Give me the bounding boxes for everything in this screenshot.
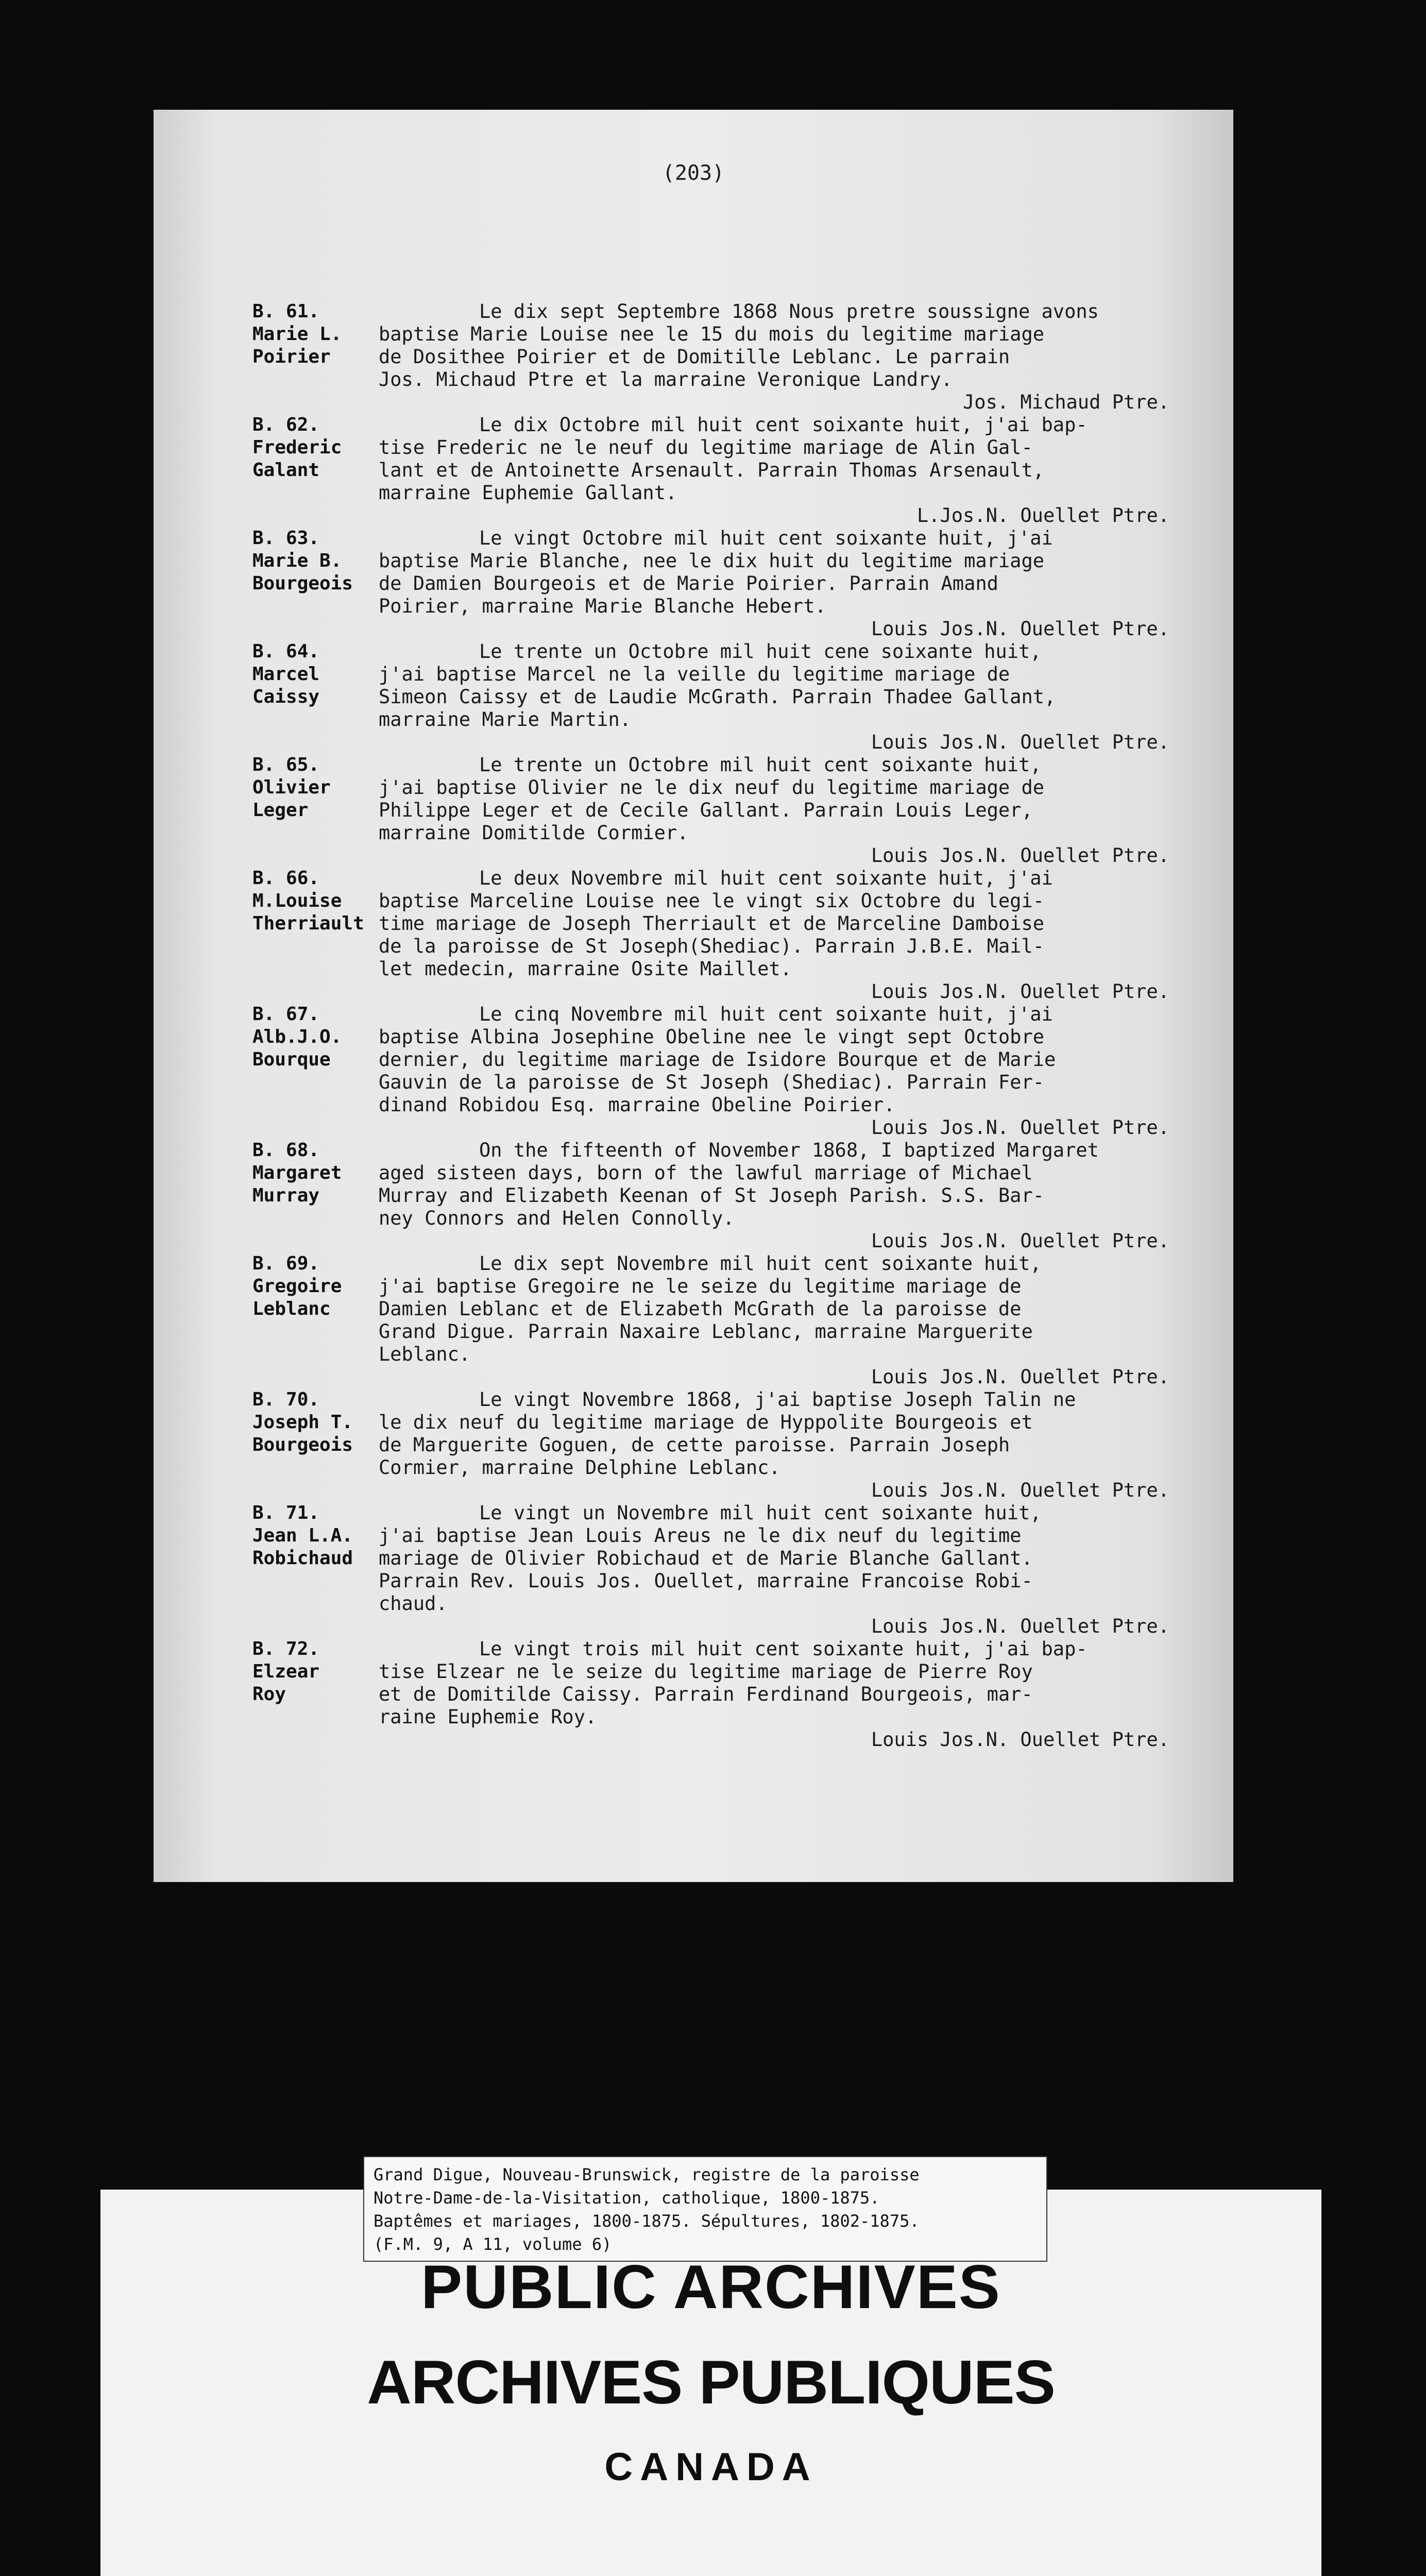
entry-text-line: tise Frederic ne le neuf du legitime mariage de Alin Gal- bbox=[379, 436, 1033, 459]
entry-label-line: Joseph T. bbox=[252, 1412, 353, 1433]
entry-text-line: baptise Marie Louise nee le 15 du mois du legitime mariage bbox=[379, 323, 1045, 345]
entry-text-line: On the fifteenth of November 1868, I baptized Margaret bbox=[479, 1139, 1099, 1161]
entry-text-line: j'ai baptise Jean Louis Areus ne le dix neuf du legitime bbox=[379, 1524, 1022, 1547]
entry-text bbox=[379, 1502, 1211, 1638]
entry-label-line: Roy bbox=[252, 1684, 286, 1705]
entry-text-line: chaud. bbox=[379, 1592, 448, 1615]
entry-text-line: j'ai baptise Marcel ne la veille du legitime mariage de bbox=[379, 663, 1010, 685]
entry-label-line: B. 69. bbox=[252, 1253, 320, 1274]
entry-text bbox=[379, 1003, 1211, 1139]
entry-label-line: Therriault bbox=[252, 913, 364, 934]
entry-text-line: Le vingt Novembre 1868, j'ai baptise Joseph Talin ne bbox=[479, 1388, 1076, 1411]
entry-label-line: B. 63. bbox=[252, 528, 320, 549]
entry-text bbox=[379, 414, 1211, 527]
baptism-entry bbox=[252, 867, 1211, 1003]
entry-label-line: Bourgeois bbox=[252, 573, 353, 594]
entry-text-line: Leblanc. bbox=[379, 1343, 471, 1365]
entry-label-line: Marie B. bbox=[252, 550, 342, 571]
entry-label-line: Olivier bbox=[252, 777, 331, 798]
entry-label-line: Elzear bbox=[252, 1661, 320, 1682]
entry-label-line: Gregoire bbox=[252, 1276, 342, 1297]
entry-label-line: Murray bbox=[252, 1185, 320, 1206]
entry-text bbox=[379, 527, 1211, 640]
entry-label bbox=[252, 1252, 379, 1388]
entry-label bbox=[252, 1638, 379, 1751]
entry-label-line: M.Louise bbox=[252, 890, 342, 911]
priest-signature: Louis Jos.N. Ouellet Ptre. bbox=[871, 1728, 1169, 1751]
entry-text-line: dinand Robidou Esq. marraine Obeline Poirier. bbox=[379, 1094, 895, 1116]
entry-label bbox=[252, 1003, 379, 1139]
entry-label-line: B. 71. bbox=[252, 1502, 320, 1523]
entry-text-line: Philippe Leger et de Cecile Gallant. Parrain Louis Leger, bbox=[379, 799, 1033, 821]
baptism-entry bbox=[252, 300, 1211, 414]
entry-text-line: de la paroisse de St Joseph(Shediac). Parrain J.B.E. Mail- bbox=[379, 935, 1045, 957]
entry-text-line: ney Connors and Helen Connolly. bbox=[379, 1207, 735, 1229]
entry-text-line: le dix neuf du legitime mariage de Hyppolite Bourgeois et bbox=[379, 1411, 1033, 1433]
priest-signature: Louis Jos.N. Ouellet Ptre. bbox=[871, 1366, 1169, 1388]
entry-text-line: Damien Leblanc et de Elizabeth McGrath de la paroisse de bbox=[379, 1298, 1022, 1320]
entry-text-line: Gauvin de la paroisse de St Joseph (Shediac). Parrain Fer- bbox=[379, 1071, 1045, 1093]
entry-text bbox=[379, 1139, 1211, 1252]
entry-text-line: marraine Marie Martin. bbox=[379, 708, 632, 731]
entry-text-line: Le vingt trois mil huit cent soixante huit, j'ai bap- bbox=[479, 1638, 1088, 1660]
baptism-entry bbox=[252, 1003, 1211, 1139]
priest-signature: Louis Jos.N. Ouellet Ptre. bbox=[871, 1615, 1169, 1637]
entry-text-line: tise Elzear ne le seize du legitime mariage de Pierre Roy bbox=[379, 1660, 1033, 1683]
priest-signature: Louis Jos.N. Ouellet Ptre. bbox=[871, 1479, 1169, 1501]
entry-text-line: marraine Domitilde Cormier. bbox=[379, 822, 689, 844]
entry-text-line: j'ai baptise Olivier ne le dix neuf du legitime mariage de bbox=[379, 776, 1045, 799]
entry-label bbox=[252, 640, 379, 754]
baptism-entry bbox=[252, 1388, 1211, 1502]
priest-signature: Louis Jos.N. Ouellet Ptre. bbox=[871, 844, 1169, 867]
citation-line: Grand Digue, Nouveau-Brunswick, registre de la paroisse bbox=[374, 2165, 920, 2184]
entry-label-line: B. 68. bbox=[252, 1140, 320, 1161]
entry-text-line: de Marguerite Goguen, de cette paroisse. Parrain Joseph bbox=[379, 1434, 1010, 1456]
entry-label bbox=[252, 414, 379, 527]
entry-text-line: Le vingt Octobre mil huit cent soixante huit, j'ai bbox=[479, 527, 1053, 549]
entry-text bbox=[379, 1252, 1211, 1388]
priest-signature: L.Jos.N. Ouellet Ptre. bbox=[916, 504, 1169, 527]
entry-label-line: Margaret bbox=[252, 1162, 342, 1183]
entry-text-line: Le dix Octobre mil huit cent soixante huit, j'ai bap- bbox=[479, 414, 1088, 436]
entry-text bbox=[379, 640, 1211, 754]
entry-text-line: j'ai baptise Gregoire ne le seize du legitime mariage de bbox=[379, 1275, 1022, 1297]
entry-label-line: Poirier bbox=[252, 346, 331, 367]
entry-text-line: mariage de Olivier Robichaud et de Marie Blanche Gallant. bbox=[379, 1547, 1033, 1569]
entry-text-line: et de Domitilde Caissy. Parrain Ferdinand Bourgeois, mar- bbox=[379, 1683, 1033, 1705]
entry-label bbox=[252, 754, 379, 867]
entry-label-line: B. 72. bbox=[252, 1638, 320, 1659]
entry-text-line: Le vingt un Novembre mil huit cent soixante huit, bbox=[479, 1502, 1042, 1524]
baptism-entry bbox=[252, 1252, 1211, 1388]
entry-text bbox=[379, 754, 1211, 867]
entry-text-line: Le dix sept Novembre mil huit cent soixante huit, bbox=[479, 1252, 1042, 1275]
citation-line: Baptêmes et mariages, 1800-1875. Sépultures, 1802-1875. bbox=[374, 2211, 920, 2231]
entry-label-line: Leger bbox=[252, 800, 309, 821]
baptism-entry bbox=[252, 414, 1211, 527]
baptism-entry bbox=[252, 640, 1211, 754]
entry-text-line: de Dosithee Poirier et de Domitille Leblanc. Le parrain bbox=[379, 346, 1010, 368]
entry-text bbox=[379, 867, 1211, 1003]
archives-title-fr: ARCHIVES PUBLIQUES bbox=[367, 2348, 1055, 2417]
entry-label bbox=[252, 1139, 379, 1252]
entry-text bbox=[379, 1388, 1211, 1502]
entry-label-line: Bourgeois bbox=[252, 1434, 353, 1455]
entry-label bbox=[252, 300, 379, 414]
priest-signature: Louis Jos.N. Ouellet Ptre. bbox=[871, 1116, 1169, 1139]
entry-label-line: B. 70. bbox=[252, 1389, 320, 1410]
baptism-entry bbox=[252, 1502, 1211, 1638]
entry-text-line: baptise Marie Blanche, nee le dix huit du legitime mariage bbox=[379, 550, 1045, 572]
entry-text-line: baptise Marceline Louise nee le vingt six Octobre du legi- bbox=[379, 890, 1045, 912]
entry-text-line: raine Euphemie Roy. bbox=[379, 1706, 597, 1728]
priest-signature: Louis Jos.N. Ouellet Ptre. bbox=[871, 618, 1169, 640]
citation-slip bbox=[363, 2156, 1047, 2262]
entry-text-line: Le deux Novembre mil huit cent soixante huit, j'ai bbox=[479, 867, 1053, 889]
entry-text-line: dernier, du legitime mariage de Isidore Bourque et de Marie bbox=[379, 1048, 1056, 1071]
entry-label bbox=[252, 527, 379, 640]
entry-text-line: baptise Albina Josephine Obeline nee le vingt sept Octobre bbox=[379, 1026, 1045, 1048]
entry-label bbox=[252, 1388, 379, 1502]
entry-text-line: Poirier, marraine Marie Blanche Hebert. bbox=[379, 595, 826, 617]
entry-label-line: Marcel bbox=[252, 664, 320, 685]
priest-signature: Jos. Michaud Ptre. bbox=[963, 391, 1169, 413]
entry-label-line: B. 65. bbox=[252, 754, 320, 775]
baptism-entries bbox=[252, 300, 1211, 1751]
entry-label-line: B. 61. bbox=[252, 301, 320, 322]
priest-signature: Louis Jos.N. Ouellet Ptre. bbox=[871, 980, 1169, 1003]
entry-text-line: Le trente un Octobre mil huit cene soixante huit, bbox=[479, 640, 1042, 663]
entry-label-line: Frederic bbox=[252, 437, 342, 458]
entry-label-line: Bourque bbox=[252, 1049, 331, 1070]
entry-label-line: Alb.J.O. bbox=[252, 1026, 342, 1047]
entry-text-line: time mariage de Joseph Therriault et de Marceline Damboise bbox=[379, 912, 1045, 935]
entry-text-line: de Damien Bourgeois et de Marie Poirier. Parrain Amand bbox=[379, 572, 998, 595]
entry-text-line: Simeon Caissy et de Laudie McGrath. Parrain Thadee Gallant, bbox=[379, 686, 1056, 708]
entry-text-line: Grand Digue. Parrain Naxaire Leblanc, marraine Marguerite bbox=[379, 1320, 1033, 1343]
entry-text bbox=[379, 1638, 1211, 1751]
baptism-entry bbox=[252, 1638, 1211, 1751]
archives-title-en: PUBLIC ARCHIVES bbox=[421, 2252, 1001, 2321]
entry-label-line: Robichaud bbox=[252, 1548, 353, 1569]
entry-text-line: marraine Euphemie Gallant. bbox=[379, 482, 677, 504]
entry-label-line: B. 66. bbox=[252, 868, 320, 889]
entry-label-line: Marie L. bbox=[252, 324, 342, 345]
entry-text-line: aged sisteen days, born of the lawful marriage of Michael bbox=[379, 1162, 1033, 1184]
entry-label bbox=[252, 867, 379, 1003]
entry-label-line: B. 67. bbox=[252, 1004, 320, 1025]
citation-line: Notre-Dame-de-la-Visitation, catholique, 1800-1875. bbox=[374, 2188, 880, 2208]
register-page bbox=[154, 110, 1233, 1882]
citation-line: (F.M. 9, A 11, volume 6) bbox=[374, 2234, 612, 2254]
baptism-entry bbox=[252, 1139, 1211, 1252]
entry-label-line: Caissy bbox=[252, 686, 320, 707]
entry-label-line: Leblanc bbox=[252, 1298, 331, 1319]
baptism-entry bbox=[252, 527, 1211, 640]
entry-text bbox=[379, 300, 1211, 414]
baptism-entry bbox=[252, 754, 1211, 867]
entry-label bbox=[252, 1502, 379, 1638]
entry-text-line: Murray and Elizabeth Keenan of St Joseph Parish. S.S. Bar- bbox=[379, 1184, 1045, 1207]
priest-signature: Louis Jos.N. Ouellet Ptre. bbox=[871, 1230, 1169, 1252]
priest-signature: Louis Jos.N. Ouellet Ptre. bbox=[871, 731, 1169, 753]
entry-text-line: lant et de Antoinette Arsenault. Parrain Thomas Arsenault, bbox=[379, 459, 1045, 481]
entry-label-line: B. 64. bbox=[252, 641, 320, 662]
entry-text-line: let medecin, marraine Osite Maillet. bbox=[379, 958, 792, 980]
entry-label-line: Galant bbox=[252, 460, 320, 481]
entry-text-line: Jos. Michaud Ptre et la marraine Veronique Landry. bbox=[379, 368, 953, 391]
archives-country: CANADA bbox=[604, 2445, 818, 2489]
entry-text-line: Le cinq Novembre mil huit cent soixante huit, j'ai bbox=[479, 1003, 1053, 1025]
entry-text-line: Le trente un Octobre mil huit cent soixante huit, bbox=[479, 754, 1042, 776]
page-number: (203) bbox=[662, 161, 725, 185]
entry-text-line: Le dix sept Septembre 1868 Nous pretre soussigne avons bbox=[479, 300, 1099, 323]
entry-label-line: Jean L.A. bbox=[252, 1525, 353, 1546]
entry-text-line: Parrain Rev. Louis Jos. Ouellet, marraine Francoise Robi- bbox=[379, 1570, 1033, 1592]
entry-text-line: Cormier, marraine Delphine Leblanc. bbox=[379, 1456, 780, 1479]
entry-label-line: B. 62. bbox=[252, 414, 320, 435]
